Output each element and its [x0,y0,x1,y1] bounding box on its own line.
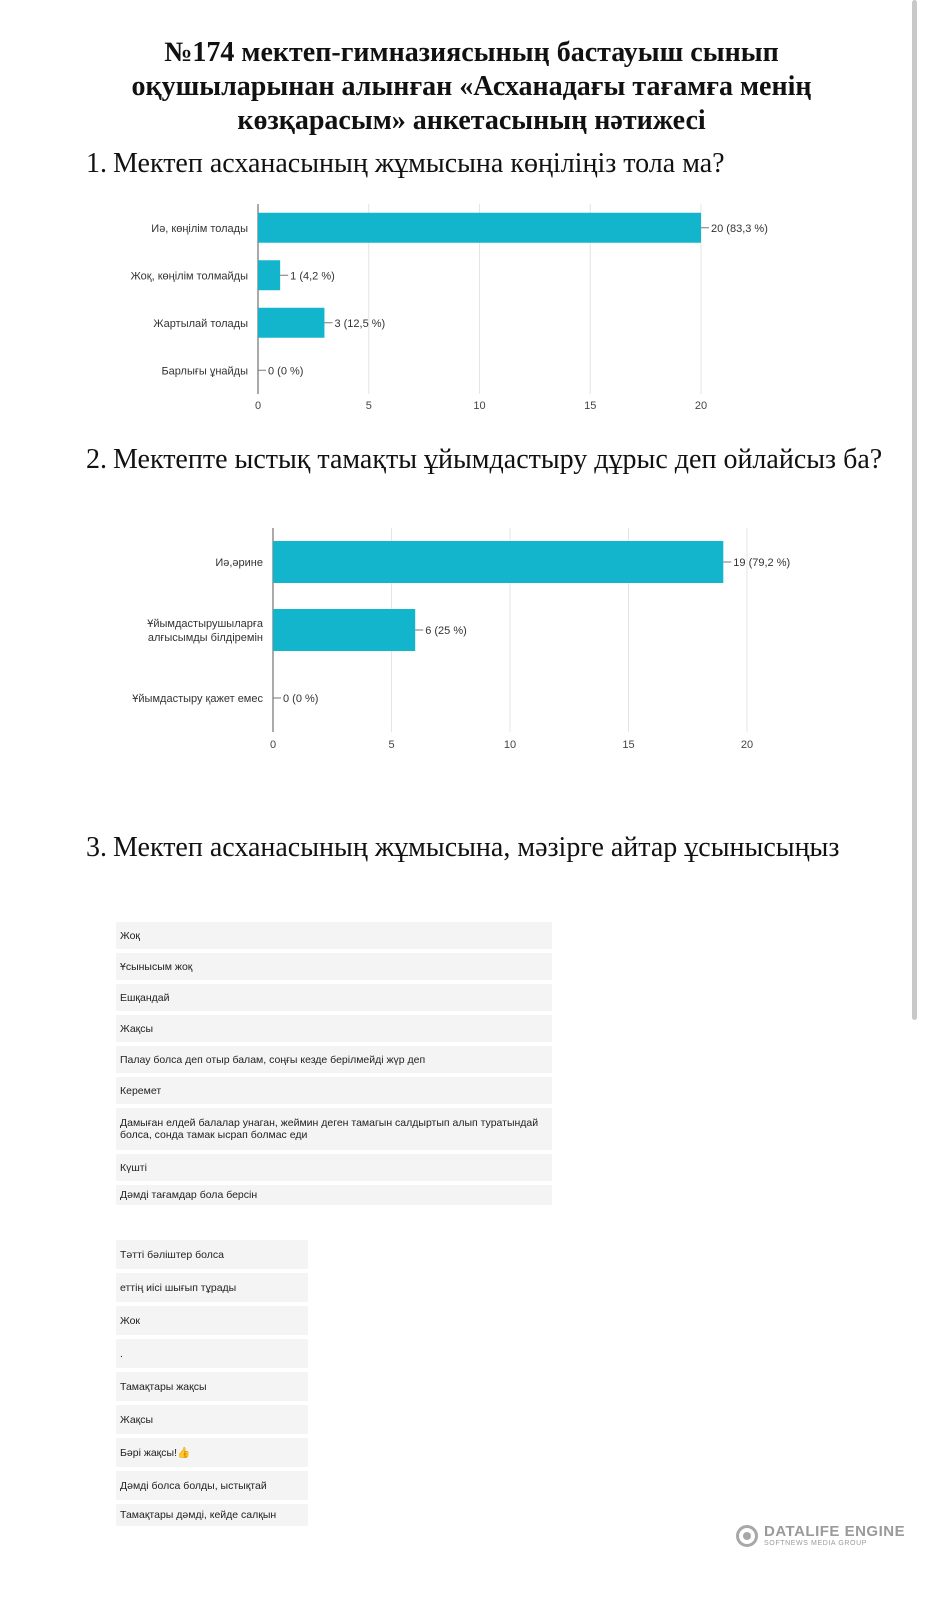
category-label: Иә, көңілім толады [151,222,248,235]
response-item: Тамақтары дәмді, кейде салқын [116,1504,308,1526]
data-label: 6 (25 %) [425,625,467,637]
category-label: Жартылай толады [153,317,248,330]
chart-q2 [0,520,943,765]
data-label: 20 (83,3 %) [711,222,768,235]
x-tick-label: 20 [694,400,708,412]
response-item: Дамыған елдей балалар унаган, жеймин деген тамагын салдыртып алып туратындай болса, сонда тамак ысрап болмас еди [116,1108,552,1150]
watermark-main: DATALIFE ENGINE [764,1523,906,1540]
datalife-logo-icon [736,1525,758,1547]
question-1-text: Мектеп асханасының жұмысына көңіліңіз тола ма? [113,148,725,179]
response-item: Жақсы [116,1405,308,1434]
response-item: Палау болса деп отыр балам, соңғы кезде берілмейді жүр деп [116,1046,552,1073]
page-title: №174 мектеп-гимназиясының бастауыш сынып оқушыларынан алынған «Асханадағы тағамға менің көзқарасым» анкетасының нәтижесі [131,37,812,136]
x-tick-label: 5 [388,739,395,751]
response-item: Жақсы [116,1015,552,1042]
x-tick-label: 5 [365,400,372,412]
bar [273,541,723,583]
response-item: Бәрі жақсы!👍 [116,1438,308,1467]
data-label: 0 (0 %) [268,365,304,378]
response-item: Жок [116,1306,308,1335]
question-3 [86,832,886,864]
responses-list-a [116,922,552,1209]
page-scrollbar[interactable] [912,0,917,1020]
x-tick-label: 20 [740,739,754,751]
category-label: Иә,әрине [215,557,263,569]
bar [258,308,324,338]
response-item: Күшті [116,1154,552,1181]
watermark [736,1524,905,1548]
response-item: Тамақтары жақсы [116,1372,308,1401]
x-tick-label: 0 [254,400,262,412]
responses-list-b [116,1240,308,1530]
x-tick-label: 15 [584,400,597,412]
data-label: 1 (4,2 %) [290,270,335,283]
question-3-text: Мектеп асханасының жұмысына, мәзірге айтар ұсынысыңыз [113,832,840,863]
category-label: Жоқ, көңілім толмайды [130,270,248,283]
response-item: Дәмді тағамдар бола берсін [116,1185,552,1205]
response-item: Ұсынысым жоқ [116,953,552,980]
category-label: Ұйымдастыру қажет емес [132,693,263,705]
response-item: Ешқандай [116,984,552,1011]
category-label: Ұйымдастырушыларға [147,618,263,630]
watermark-sub: SOFTNEWS MEDIA GROUP [764,1540,868,1547]
category-label: Барлығы ұнайды [161,365,248,378]
bar [258,260,280,290]
response-item: Тәтті бәліштер болса [116,1240,308,1269]
x-tick-label: 10 [473,400,486,412]
response-item: Дәмді болса болды, ыстықтай [116,1471,308,1500]
question-2-text: Мектепте ыстық тамақты ұйымдастыру дұрыс деп ойлайсыз ба? [113,444,883,475]
data-label: 19 (79,2 %) [733,557,791,569]
question-1 [86,148,886,180]
x-tick-label: 0 [269,739,277,751]
bar [258,213,701,243]
response-item: Керемет [116,1077,552,1104]
category-label: алғысымды білдіремін [147,632,263,644]
x-tick-label: 15 [622,739,635,751]
chart-q1 [0,195,943,420]
data-label: 0 (0 %) [283,693,319,705]
x-tick-label: 10 [503,739,517,751]
question-3-number: 3. [86,832,107,863]
question-2-number: 2. [86,444,107,475]
bar [273,609,415,651]
data-label: 3 (12,5 %) [334,317,386,330]
question-1-number: 1. [86,148,107,179]
response-item: еттің иісі шығып тұрады [116,1273,308,1302]
response-item: Жоқ [116,922,552,949]
question-2 [86,444,886,476]
response-item: . [116,1339,308,1368]
